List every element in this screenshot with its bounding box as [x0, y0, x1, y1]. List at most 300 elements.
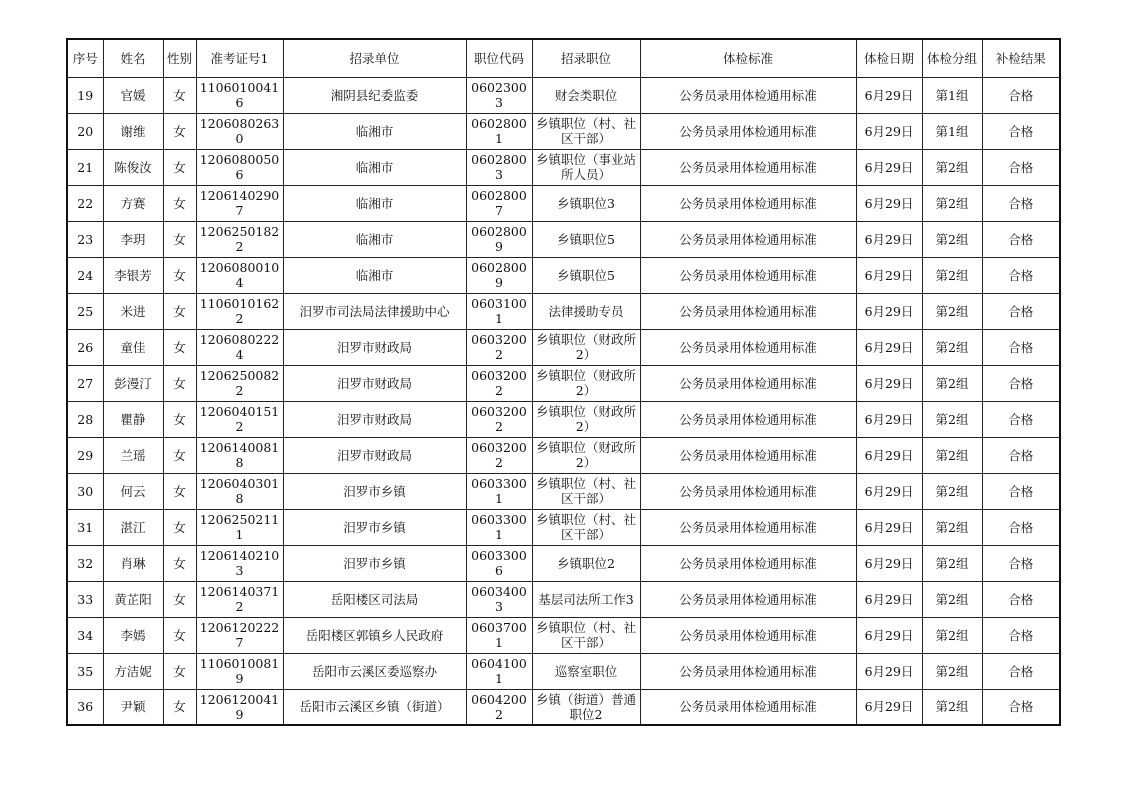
cell-gender	[163, 689, 196, 725]
cell-result-text: 合格	[1008, 447, 1034, 463]
table-row	[67, 581, 1060, 617]
cell-group-text: 第2组	[935, 699, 969, 715]
cell-gender-text: 女	[173, 663, 186, 679]
cell-position-text: 乡镇职位（财政所2）	[535, 368, 636, 398]
cell-exam-id	[196, 509, 283, 545]
cell-date	[856, 221, 922, 257]
cell-gender-text: 女	[173, 231, 186, 247]
cell-gender-text: 女	[173, 447, 186, 463]
cell-result-text: 合格	[1008, 519, 1034, 535]
cell-name-text: 瞿静	[120, 411, 146, 427]
cell-position-text: 财会类职位	[554, 87, 618, 103]
cell-date-text: 6月29日	[864, 699, 914, 715]
cell-unit-text: 临湘市	[355, 231, 394, 247]
cell-exam-id	[196, 653, 283, 689]
cell-seq	[67, 689, 103, 725]
cell-unit	[283, 221, 466, 257]
cell-date	[856, 545, 922, 581]
cell-result-text: 合格	[1008, 159, 1034, 175]
cell-group-text: 第1组	[935, 123, 969, 139]
cell-unit	[283, 473, 466, 509]
cell-group	[922, 257, 982, 293]
cell-standard-text: 公务员录用体检通用标准	[679, 195, 817, 211]
cell-position-code-text: 06032002	[471, 332, 527, 362]
cell-exam-id-text: 12062500822	[199, 368, 280, 398]
cell-date	[856, 257, 922, 293]
cell-group-text: 第2组	[935, 303, 969, 319]
cell-name	[103, 365, 163, 401]
cell-position-text: 乡镇职位（财政所2）	[535, 440, 636, 470]
table-body	[67, 77, 1060, 725]
cell-position-text: 乡镇职位（村、社区干部）	[535, 620, 636, 650]
cell-gender	[163, 293, 196, 329]
cell-standard-text: 公务员录用体检通用标准	[679, 519, 817, 535]
cell-gender-text: 女	[173, 159, 186, 175]
cell-result	[982, 509, 1060, 545]
cell-standard	[640, 473, 856, 509]
cell-position-code	[466, 293, 532, 329]
cell-result-text: 合格	[1008, 339, 1034, 355]
cell-seq	[67, 365, 103, 401]
cell-exam-id	[196, 437, 283, 473]
table-row	[67, 221, 1060, 257]
cell-unit-text: 岳阳市云溪区乡镇（街道）	[299, 699, 450, 715]
cell-position	[532, 401, 640, 437]
cell-date-text: 6月29日	[864, 159, 914, 175]
cell-group	[922, 365, 982, 401]
cell-position-code-text: 06032002	[471, 404, 527, 434]
cell-result	[982, 221, 1060, 257]
cell-result-text: 合格	[1008, 375, 1034, 391]
cell-position-code-text: 06032002	[471, 368, 527, 398]
cell-position-code	[466, 473, 532, 509]
cell-exam-id	[196, 689, 283, 725]
cell-unit	[283, 437, 466, 473]
cell-standard	[640, 293, 856, 329]
cell-name	[103, 329, 163, 365]
cell-name-text: 童佳	[120, 339, 146, 355]
cell-name-text: 兰瑶	[120, 447, 146, 463]
cell-seq-text: 33	[77, 591, 94, 607]
cell-group-text: 第2组	[935, 267, 969, 283]
cell-group-text: 第2组	[935, 159, 969, 175]
cell-name-text: 李玥	[120, 231, 146, 247]
cell-unit	[283, 689, 466, 725]
cell-standard-text: 公务员录用体检通用标准	[679, 231, 817, 247]
cell-gender-text: 女	[173, 591, 186, 607]
cell-unit-text: 汨罗市乡镇	[343, 555, 406, 571]
cell-standard-text: 公务员录用体检通用标准	[679, 267, 817, 283]
cell-result	[982, 185, 1060, 221]
cell-position-code-text: 06033001	[471, 512, 527, 542]
cell-group	[922, 509, 982, 545]
cell-name-text: 尹颖	[120, 699, 146, 715]
cell-exam-id-text: 12061402103	[199, 548, 280, 578]
cell-gender	[163, 473, 196, 509]
cell-name	[103, 617, 163, 653]
cell-name-text: 李嫣	[120, 627, 146, 643]
cell-seq	[67, 437, 103, 473]
cell-date	[856, 617, 922, 653]
cell-result	[982, 365, 1060, 401]
cell-position-code	[466, 653, 532, 689]
cell-standard	[640, 581, 856, 617]
header-exam-id: 准考证号1	[196, 39, 283, 77]
cell-standard-text: 公务员录用体检通用标准	[679, 699, 817, 715]
cell-group	[922, 329, 982, 365]
cell-exam-id-text: 12061400818	[199, 440, 280, 470]
cell-date	[856, 437, 922, 473]
cell-position-code-text: 06042002	[471, 691, 527, 722]
cell-exam-id-text: 12061200419	[199, 691, 280, 722]
cell-position	[532, 293, 640, 329]
cell-seq	[67, 545, 103, 581]
cell-result-text: 合格	[1008, 123, 1034, 139]
cell-exam-id	[196, 581, 283, 617]
cell-group	[922, 689, 982, 725]
cell-exam-id-text: 12062502111	[199, 512, 280, 542]
cell-position	[532, 545, 640, 581]
cell-name-text: 何云	[120, 483, 146, 499]
cell-result-text: 合格	[1008, 483, 1034, 499]
cell-position-code-text: 06028001	[471, 116, 527, 146]
cell-exam-id-text: 11060100416	[199, 80, 280, 110]
cell-gender	[163, 617, 196, 653]
cell-date-text: 6月29日	[864, 627, 914, 643]
cell-gender-text: 女	[173, 303, 186, 319]
cell-group	[922, 293, 982, 329]
cell-exam-id-text: 11060101622	[199, 296, 280, 326]
cell-position-text: 乡镇职位（财政所2）	[535, 332, 636, 362]
cell-date	[856, 365, 922, 401]
header-group: 体检分组	[922, 39, 982, 77]
cell-position	[532, 221, 640, 257]
cell-unit-text: 汨罗市司法局法律援助中心	[299, 303, 450, 319]
cell-seq	[67, 653, 103, 689]
cell-position-code-text: 06028003	[471, 152, 527, 182]
cell-unit	[283, 545, 466, 581]
cell-gender	[163, 149, 196, 185]
cell-result-text: 合格	[1008, 591, 1034, 607]
cell-position-text: 乡镇职位3	[557, 195, 615, 211]
cell-gender-text: 女	[173, 339, 186, 355]
cell-date-text: 6月29日	[864, 375, 914, 391]
cell-gender	[163, 545, 196, 581]
cell-gender	[163, 221, 196, 257]
cell-name-text: 官媛	[120, 87, 146, 103]
cell-standard-text: 公务员录用体检通用标准	[679, 159, 817, 175]
cell-result-text: 合格	[1008, 627, 1034, 643]
cell-exam-id-text: 12060800104	[199, 260, 280, 290]
cell-date-text: 6月29日	[864, 591, 914, 607]
cell-unit	[283, 401, 466, 437]
cell-date-text: 6月29日	[864, 411, 914, 427]
cell-seq	[67, 617, 103, 653]
cell-position-text: 巡察室职位	[554, 663, 618, 679]
cell-name	[103, 545, 163, 581]
cell-exam-id-text: 12060403018	[199, 476, 280, 506]
cell-result-text: 合格	[1008, 267, 1034, 283]
cell-result-text: 合格	[1008, 699, 1034, 715]
cell-seq-text: 29	[77, 447, 94, 463]
cell-standard-text: 公务员录用体检通用标准	[679, 447, 817, 463]
cell-unit-text: 岳阳楼区郭镇乡人民政府	[305, 627, 444, 643]
cell-position-text: 乡镇职位5	[557, 231, 615, 247]
cell-group	[922, 149, 982, 185]
cell-standard	[640, 329, 856, 365]
table-row	[67, 689, 1060, 725]
cell-group	[922, 545, 982, 581]
header-seq: 序号	[67, 39, 103, 77]
cell-group-text: 第2组	[935, 663, 969, 679]
cell-date	[856, 185, 922, 221]
cell-gender-text: 女	[173, 519, 186, 535]
cell-unit-text: 汨罗市乡镇	[343, 519, 406, 535]
cell-unit	[283, 617, 466, 653]
cell-date-text: 6月29日	[864, 663, 914, 679]
table-row	[67, 509, 1060, 545]
cell-exam-id-text: 12060802630	[199, 116, 280, 146]
cell-group-text: 第2组	[935, 231, 969, 247]
table-row	[67, 401, 1060, 437]
cell-name	[103, 581, 163, 617]
cell-date-text: 6月29日	[864, 303, 914, 319]
cell-exam-id-text: 12061202227	[199, 620, 280, 650]
cell-seq	[67, 473, 103, 509]
cell-unit	[283, 257, 466, 293]
cell-name	[103, 77, 163, 113]
cell-position	[532, 581, 640, 617]
cell-date-text: 6月29日	[864, 555, 914, 571]
table-row	[67, 473, 1060, 509]
cell-position-code	[466, 329, 532, 365]
cell-unit-text: 湘阴县纪委监委	[330, 87, 419, 103]
table-row	[67, 257, 1060, 293]
cell-seq-text: 19	[77, 87, 94, 103]
header-position-code: 职位代码	[466, 39, 532, 77]
cell-exam-id	[196, 221, 283, 257]
cell-date	[856, 509, 922, 545]
cell-gender	[163, 401, 196, 437]
cell-position	[532, 257, 640, 293]
cell-standard-text: 公务员录用体检通用标准	[679, 663, 817, 679]
cell-result	[982, 617, 1060, 653]
cell-name	[103, 293, 163, 329]
cell-name-text: 陈俊汝	[114, 159, 152, 175]
cell-result	[982, 77, 1060, 113]
header-gender: 性别	[163, 39, 196, 77]
cell-unit-text: 汨罗市财政局	[336, 339, 412, 355]
cell-group	[922, 185, 982, 221]
cell-position-code-text: 06028009	[471, 260, 527, 290]
cell-result	[982, 113, 1060, 149]
cell-date	[856, 293, 922, 329]
cell-result	[982, 293, 1060, 329]
cell-name	[103, 401, 163, 437]
cell-group	[922, 77, 982, 113]
cell-gender-text: 女	[173, 87, 186, 103]
cell-position-text: 乡镇职位（村、社区干部）	[535, 512, 636, 542]
cell-result	[982, 473, 1060, 509]
cell-position-code	[466, 437, 532, 473]
cell-standard	[640, 617, 856, 653]
header-position: 招录职位	[532, 39, 640, 77]
cell-seq	[67, 293, 103, 329]
cell-group	[922, 437, 982, 473]
cell-date-text: 6月29日	[864, 447, 914, 463]
cell-seq-text: 22	[77, 195, 94, 211]
cell-seq	[67, 185, 103, 221]
cell-position-code	[466, 113, 532, 149]
cell-date-text: 6月29日	[864, 231, 914, 247]
cell-position	[532, 113, 640, 149]
cell-unit-text: 汨罗市财政局	[336, 447, 412, 463]
header-standard: 体检标准	[640, 39, 856, 77]
cell-standard	[640, 401, 856, 437]
cell-group-text: 第2组	[935, 447, 969, 463]
cell-group-text: 第2组	[935, 483, 969, 499]
cell-group-text: 第2组	[935, 339, 969, 355]
cell-result-text: 合格	[1008, 231, 1034, 247]
cell-standard-text: 公务员录用体检通用标准	[679, 591, 817, 607]
cell-unit-text: 岳阳市云溪区委巡察办	[311, 663, 437, 679]
cell-name-text: 肖琳	[120, 555, 146, 571]
cell-date-text: 6月29日	[864, 123, 914, 139]
cell-position-text: 乡镇职位2	[557, 555, 615, 571]
cell-position-text: 法律援助专员	[548, 303, 624, 319]
cell-name	[103, 149, 163, 185]
cell-exam-id	[196, 113, 283, 149]
cell-seq-text: 24	[77, 267, 94, 283]
cell-position-code	[466, 545, 532, 581]
cell-position	[532, 689, 640, 725]
cell-name	[103, 185, 163, 221]
cell-group	[922, 221, 982, 257]
cell-seq-text: 25	[77, 303, 94, 319]
cell-gender	[163, 365, 196, 401]
cell-group-text: 第2组	[935, 411, 969, 427]
cell-seq-text: 28	[77, 411, 94, 427]
cell-date-text: 6月29日	[864, 519, 914, 535]
cell-position	[532, 365, 640, 401]
cell-position	[532, 437, 640, 473]
cell-unit-text: 汨罗市财政局	[336, 375, 412, 391]
cell-standard	[640, 545, 856, 581]
cell-position-code-text: 06028009	[471, 224, 527, 254]
cell-standard-text: 公务员录用体检通用标准	[679, 339, 817, 355]
table-row	[67, 113, 1060, 149]
cell-gender	[163, 653, 196, 689]
cell-position-code-text: 06028007	[471, 188, 527, 218]
cell-unit-text: 临湘市	[355, 267, 394, 283]
cell-standard	[640, 689, 856, 725]
cell-group-text: 第2组	[935, 375, 969, 391]
cell-position-text: 乡镇职位（事业站所人员）	[535, 152, 636, 182]
cell-exam-id-text: 12062501822	[199, 224, 280, 254]
cell-name	[103, 509, 163, 545]
cell-standard	[640, 77, 856, 113]
cell-seq	[67, 509, 103, 545]
cell-position-code-text: 06034003	[471, 584, 527, 614]
cell-position-code	[466, 617, 532, 653]
cell-name	[103, 689, 163, 725]
cell-group	[922, 401, 982, 437]
cell-position-text: 乡镇职位5	[557, 267, 615, 283]
cell-name	[103, 473, 163, 509]
cell-unit-text: 临湘市	[355, 195, 394, 211]
cell-group	[922, 617, 982, 653]
cell-standard	[640, 437, 856, 473]
cell-result	[982, 581, 1060, 617]
cell-result-text: 合格	[1008, 411, 1034, 427]
cell-result	[982, 401, 1060, 437]
cell-position-code	[466, 365, 532, 401]
cell-exam-id	[196, 329, 283, 365]
cell-group	[922, 113, 982, 149]
cell-position	[532, 185, 640, 221]
cell-seq	[67, 113, 103, 149]
cell-gender-text: 女	[173, 627, 186, 643]
cell-position-code	[466, 221, 532, 257]
cell-result	[982, 257, 1060, 293]
cell-standard-text: 公务员录用体检通用标准	[679, 411, 817, 427]
cell-position	[532, 77, 640, 113]
cell-position-code	[466, 509, 532, 545]
cell-exam-id	[196, 401, 283, 437]
cell-exam-id-text: 12060802224	[199, 332, 280, 362]
cell-position-code-text: 06033001	[471, 476, 527, 506]
cell-gender-text: 女	[173, 123, 186, 139]
cell-seq-text: 20	[77, 123, 94, 139]
cell-group-text: 第1组	[935, 87, 969, 103]
cell-unit-text: 汨罗市财政局	[336, 411, 412, 427]
cell-date-text: 6月29日	[864, 339, 914, 355]
cell-unit	[283, 509, 466, 545]
cell-exam-id	[196, 545, 283, 581]
cell-gender	[163, 329, 196, 365]
cell-seq-text: 35	[77, 663, 94, 679]
table-row	[67, 77, 1060, 113]
cell-result-text: 合格	[1008, 663, 1034, 679]
table-row	[67, 365, 1060, 401]
cell-standard	[640, 365, 856, 401]
cell-result	[982, 653, 1060, 689]
cell-gender	[163, 257, 196, 293]
cell-seq	[67, 221, 103, 257]
cell-result	[982, 689, 1060, 725]
cell-name	[103, 113, 163, 149]
cell-seq-text: 36	[77, 699, 94, 715]
cell-name-text: 李银芳	[114, 267, 152, 283]
table-row	[67, 149, 1060, 185]
cell-unit	[283, 77, 466, 113]
cell-position-code	[466, 185, 532, 221]
cell-position-code	[466, 77, 532, 113]
cell-standard-text: 公务员录用体检通用标准	[679, 555, 817, 571]
cell-result	[982, 545, 1060, 581]
cell-name-text: 方洁妮	[114, 663, 152, 679]
cell-position-code	[466, 689, 532, 725]
cell-gender	[163, 185, 196, 221]
cell-position	[532, 509, 640, 545]
cell-seq-text: 31	[77, 519, 94, 535]
cell-gender-text: 女	[173, 375, 186, 391]
table-row	[67, 545, 1060, 581]
cell-seq	[67, 77, 103, 113]
header-row	[67, 39, 1060, 77]
cell-unit-text: 临湘市	[355, 123, 394, 139]
cell-standard	[640, 257, 856, 293]
